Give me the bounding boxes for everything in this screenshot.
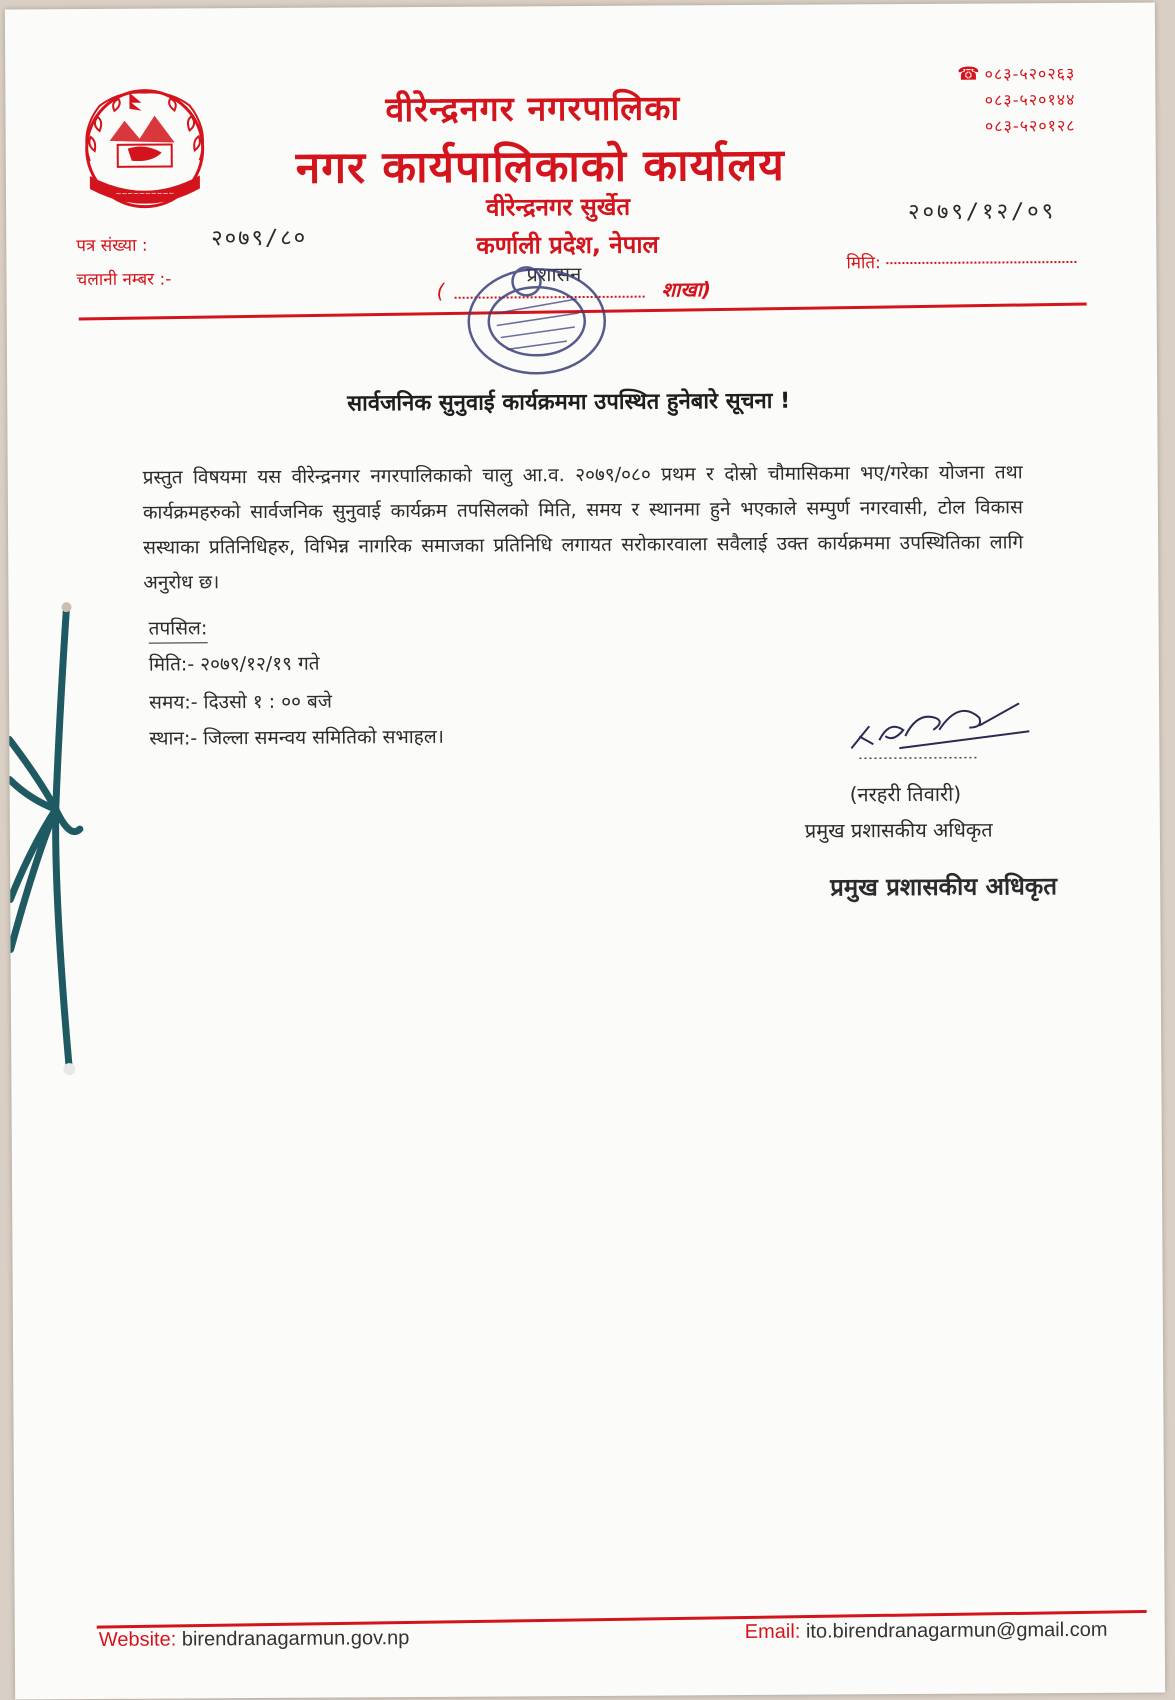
details-heading: तपसिल:	[149, 614, 208, 643]
municipality-name: वीरेन्द्रनगर नगरपालिका	[385, 88, 681, 131]
footer-email	[745, 1619, 1108, 1644]
office-name: नगर कार्यपालिकाको कार्यालय	[295, 139, 785, 194]
notice-subject: सार्वजनिक सुनुवाई कार्यक्रममा उपस्थित हुनेबारे सूचना !	[347, 388, 791, 417]
office-city: वीरेन्द्रनगर सुर्खेत	[485, 192, 631, 222]
phone-3: ०८३-५२०१२८	[984, 115, 1076, 136]
dispatch-label: चलानी नम्बर :-	[76, 269, 172, 291]
telephone-icon: ☎	[957, 63, 981, 85]
branch-name: प्रशासन	[526, 262, 582, 287]
handwritten-date: २०७९/१२/०९	[908, 199, 1057, 226]
date-dotted-line	[886, 261, 1076, 264]
branch-label: शाखा)	[661, 277, 712, 302]
phone-2: ०८३-५२०१४४	[984, 89, 1076, 110]
signer-title-stamp: प्रमुख प्रशासकीय अधिकृत	[830, 872, 1058, 902]
signer-name: (नरहरी तिवारी)	[849, 781, 962, 807]
event-time: समय:- दिउसो १ : ०० बजे	[149, 690, 333, 714]
notice-body: प्रस्तुत विषयमा यस वीरेन्द्रनगर नगरपालिकाको चालु आ.व. २०७९/०८० प्रथम र दोस्रो चौमासिकमा भए/गरेका योजना तथा कार्यक्रमहरुको सार्वजनिक सुनुवाई कार्यक्रम तपसिलको मिति, समय र स्थानमा हुने भएकाले सम्पुर्ण नगरवासी, टोल विकास सस्थाका प्रतिनिधिहरु, विभिन्न नागरिक समाजका प्रतिनिधि लगायत सरोकारवाला सवैलाई उक्त कार्यक्रममा उपस्थितिका लागि अनुरोध छ।	[142, 461, 1024, 594]
office-seal-stamp	[446, 251, 627, 382]
event-venue: स्थान:- जिल्ला समन्वय समितिको सभाहल।	[149, 725, 444, 750]
office-province: कर्णाली प्रदेश, नेपाल	[476, 230, 659, 260]
reference-number: २०७९/८०	[211, 225, 308, 252]
reference-label: पत्र संख्या :	[76, 235, 148, 257]
svg-text:~~~~~~~~~~: ~~~~~~~~~~	[115, 189, 175, 198]
signer-title: प्रमुख प्रशासकीय अधिकृत	[804, 817, 993, 843]
footer-website	[99, 1627, 410, 1652]
date-label: मिति:	[846, 253, 881, 274]
branch-open-paren: (	[436, 278, 445, 303]
event-date: मिति:- २०७९/१२/१९ गते	[148, 652, 320, 676]
email-address[interactable]: ito.birendranagarmun@gmail.com	[805, 1618, 1108, 1643]
website-label: Website:	[98, 1628, 177, 1651]
phone-numbers	[957, 61, 1076, 140]
nepal-emblem-icon	[69, 80, 220, 221]
handwritten-signature	[839, 695, 1039, 766]
binding-string	[8, 599, 101, 1080]
letter-paper	[5, 3, 1165, 1700]
phone-1: ०८३-५२०२६३	[984, 63, 1076, 84]
email-label: Email:	[744, 1620, 801, 1644]
website-url[interactable]: birendranagarmun.gov.np	[181, 1627, 410, 1651]
